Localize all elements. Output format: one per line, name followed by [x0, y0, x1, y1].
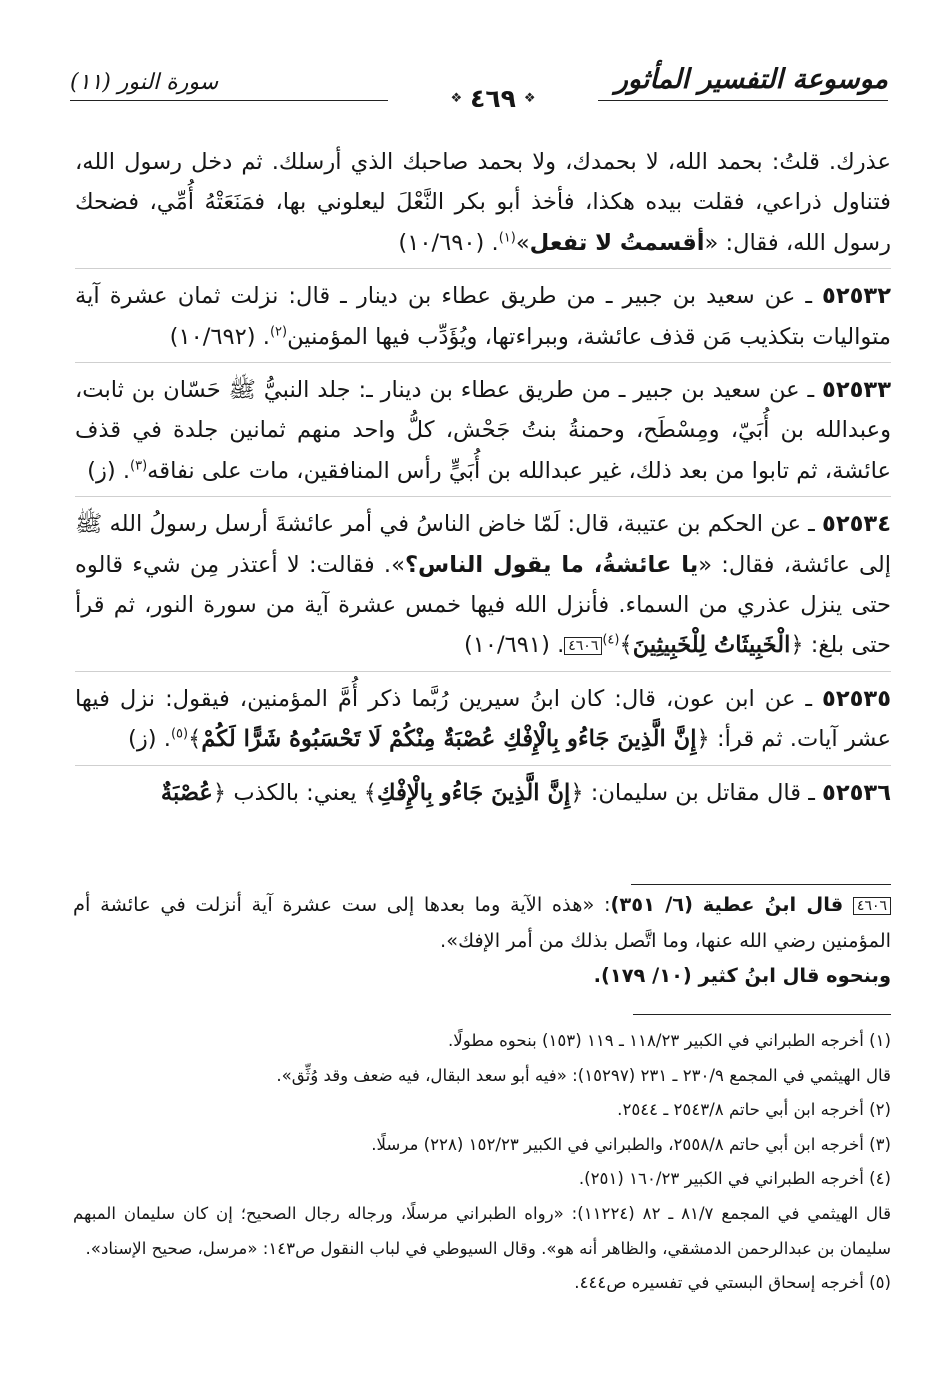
footnote: (٢) أخرجه ابن أبي حاتم ٢٥٤٣/٨ ـ ٢٥٤٤.: [617, 1100, 891, 1120]
narration-52534: [75, 504, 891, 666]
page-header: [70, 62, 888, 113]
footnote: (٤) أخرجه الطبراني في الكبير ١٦٠/٢٣ (٢٥١).: [578, 1169, 891, 1189]
narration-number: ٥٢٥٣٤: [822, 511, 891, 538]
footnotes-section: [73, 1014, 891, 1301]
narration-text: ـ عن ابن عون، قال: كان ابنُ سيرين رُبَّما ذكر أُمَّ المؤمنين، فيقول: نزل فيها عشر آيات. ثم قرأ: ﴿: [75, 685, 891, 753]
volume-ref: . (١٠/٦٩١): [463, 632, 565, 659]
narration-text: ـ عن الحكم بن عتيبة، قال: لَمّا خاض الناسُ في أمر عائشةَ أرسل رسولُ الله ﷺ إلى عائشة، فقال: «: [75, 511, 892, 578]
commentary-author: ابنُ كثير: [698, 964, 776, 987]
narration-text: عذرك. قلتُ: بحمد الله، لا بحمدك، ولا بحمد صاحبك الذي أرسلك. ثم دخل رسول الله، فتناول ذراعي، فقلت بيده هكذا، فأخذ أبو بكر النَّعْلَ ليعلوني بها، فمَنَعَتْهُ أُمِّي، فضحك رسول الله، فقال: «: [75, 149, 891, 256]
narration-number: ٥٢٥٣٦: [822, 779, 891, 806]
quran-verse: عُصْبَةٌ: [160, 779, 213, 806]
footnote: (٥) أخرجه إسحاق البستي في تفسيره ص٤٤٤.: [574, 1273, 891, 1293]
footnote-ref: (٥): [170, 726, 189, 742]
narration-text: »: [515, 229, 530, 256]
narration-text: ـ عن سعيد بن جبير ـ من طريق عطاء بن دينار ـ قال: نزلت ثمان عشرة آية متواليات بتكذيب مَن قذف عائشة، وببراءتها، ويُؤَدِّب فيها المؤمنين: [75, 283, 891, 350]
quran-verse: إِنَّ الَّذِينَ جَاءُو بِالْإِفْكِ: [377, 779, 571, 806]
footnote-ref: (٤): [602, 632, 620, 648]
narration-text: ﴾: [188, 726, 202, 753]
narration-number: ٥٢٥٣٢: [822, 283, 891, 310]
footnote: (٣) أخرجه ابن أبي حاتم ٢٥٥٨/٨، والطبراني في الكبير ١٥٢/٢٣ (٢٢٨) مرسلًا.: [371, 1134, 891, 1154]
commentary-ref: (١٠/ ١٧٩).: [593, 964, 699, 987]
entry-separator: [75, 671, 891, 672]
narration-52536: [75, 773, 891, 813]
narration-52533: [75, 370, 891, 491]
narration-quote: يا عائشةُ، ما يقول الناس؟: [404, 551, 699, 578]
narration-quote: أقسمتُ لا تفعل: [529, 229, 705, 256]
commentary-ref-box[interactable]: ٤٦٠٦: [564, 637, 602, 655]
book-title: موسوعة التفسير المأثور: [614, 64, 888, 95]
entry-separator: [75, 362, 891, 363]
footnote: قال الهيثمي في المجمع ٢٣٠/٩ ـ ٢٣١ (١٥٢٩٧): «فيه أبو سعد البقال، فيه ضعف وقد وُثِّق».: [276, 1065, 891, 1085]
quran-verse: إِنَّ الَّذِينَ جَاءُو بِالْإِفْكِ عُصْبَةٌ مِنْكُمْ لَا تَحْسَبُوهُ شَرًّا لَكُمْ: [201, 726, 697, 753]
commentary-paragraph: [73, 887, 891, 958]
footnote-ref: (١): [498, 230, 516, 246]
volume-ref: . (١٠/٦٩٠): [398, 229, 499, 256]
footnote-ref: (٢): [269, 324, 288, 340]
volume-ref: . (١٠/٦٩٢): [169, 323, 270, 350]
ornament-icon: ❖: [523, 90, 536, 106]
commentary-ref: (٦/ ٣٥١): [610, 893, 694, 916]
ornament-icon: ❖: [450, 90, 463, 106]
volume-ref: . (ز): [128, 726, 171, 753]
quran-verse: الْخَبِيثَاتُ لِلْخَبِيثِينَ: [632, 632, 791, 659]
page-number: ٤٦٩: [470, 83, 516, 113]
entry-separator: [75, 496, 891, 497]
narration-number: ٥٢٥٣٥: [822, 685, 891, 712]
footnote-ref: (٣): [130, 458, 148, 474]
commentary-rule: [631, 884, 891, 885]
narration-52535: [75, 679, 891, 760]
narration-text: ﴾: [619, 632, 633, 659]
surah-title: سورة النور (١١): [70, 70, 219, 95]
commentary-text: وبنحوه قال: [775, 964, 891, 987]
narration-52532: [75, 276, 891, 357]
commentary-author: قال ابنُ عطية: [702, 893, 844, 916]
commentary-section: [73, 884, 891, 994]
main-text: [75, 142, 891, 813]
narration-text: ـ عن سعيد بن جبير ـ من طريق عطاء بن دينار ـ: جلد النبيُّ ﷺ حَسّان بن ثابت، وعبدالله بن أُبَيّ، ومِسْطَح، وحمنةُ بنتُ جَحْش، كلُّ واحد منهم ثمانين جلدة في قذف عائشة، ثم تابوا من بعد ذلك، غير عبدالله بن أُبَيٍّ رأس المنافقين، مات على نفاقه: [75, 377, 891, 484]
narration-continued: [75, 142, 891, 263]
narration-text: ». فقالت: لا أعتذر مِن شيء قالوه حتى ينزل عذري من السماء. فأنزل الله فيها خمس عشرة آية من سورة النور، ثم قرأ حتى بلغ: ﴿: [75, 551, 891, 659]
narration-number: ٥٢٥٣٣: [822, 377, 891, 404]
commentary-number-box: ٤٦٠٦: [853, 897, 891, 915]
page-number-ornament: [388, 82, 598, 114]
narration-text: ـ قال مقاتل بن سليمان: ﴿: [570, 779, 823, 806]
commentary-paragraph: [73, 958, 891, 994]
footnote: (١) أخرجه الطبراني في الكبير ١١٨/٢٣ ـ ١١٩ (١٥٣) بنحوه مطولًا.: [448, 1031, 891, 1050]
narration-text: ﴾ يعني: بالكذب ﴿: [212, 779, 378, 806]
footnote: قال الهيثمي في المجمع ٨١/٧ ـ ٨٢ (١١٢٢٤): «رواه الطبراني مرسلًا، ورجاله رجال الصحيح؛ إن كان سليمان المبهم سليمان بن عبدالرحمن الدمشقي، والظاهر أنه هو». وقال السيوطي في لباب النقول ص١٤٣: «مرسل، صحيح الإسناد».: [73, 1203, 891, 1258]
commentary-quote: : «هذه الآية وما بعدها إلى ست عشرة آية أنزلت في عائشة أم المؤمنين رضي الله عنها، وما اتَّصل بذلك من أمر الإفك».: [73, 893, 891, 952]
entry-separator: [75, 765, 891, 766]
entry-separator: [75, 268, 891, 269]
volume-ref: . (ز): [87, 457, 131, 484]
footnote-rule: [633, 1014, 891, 1015]
